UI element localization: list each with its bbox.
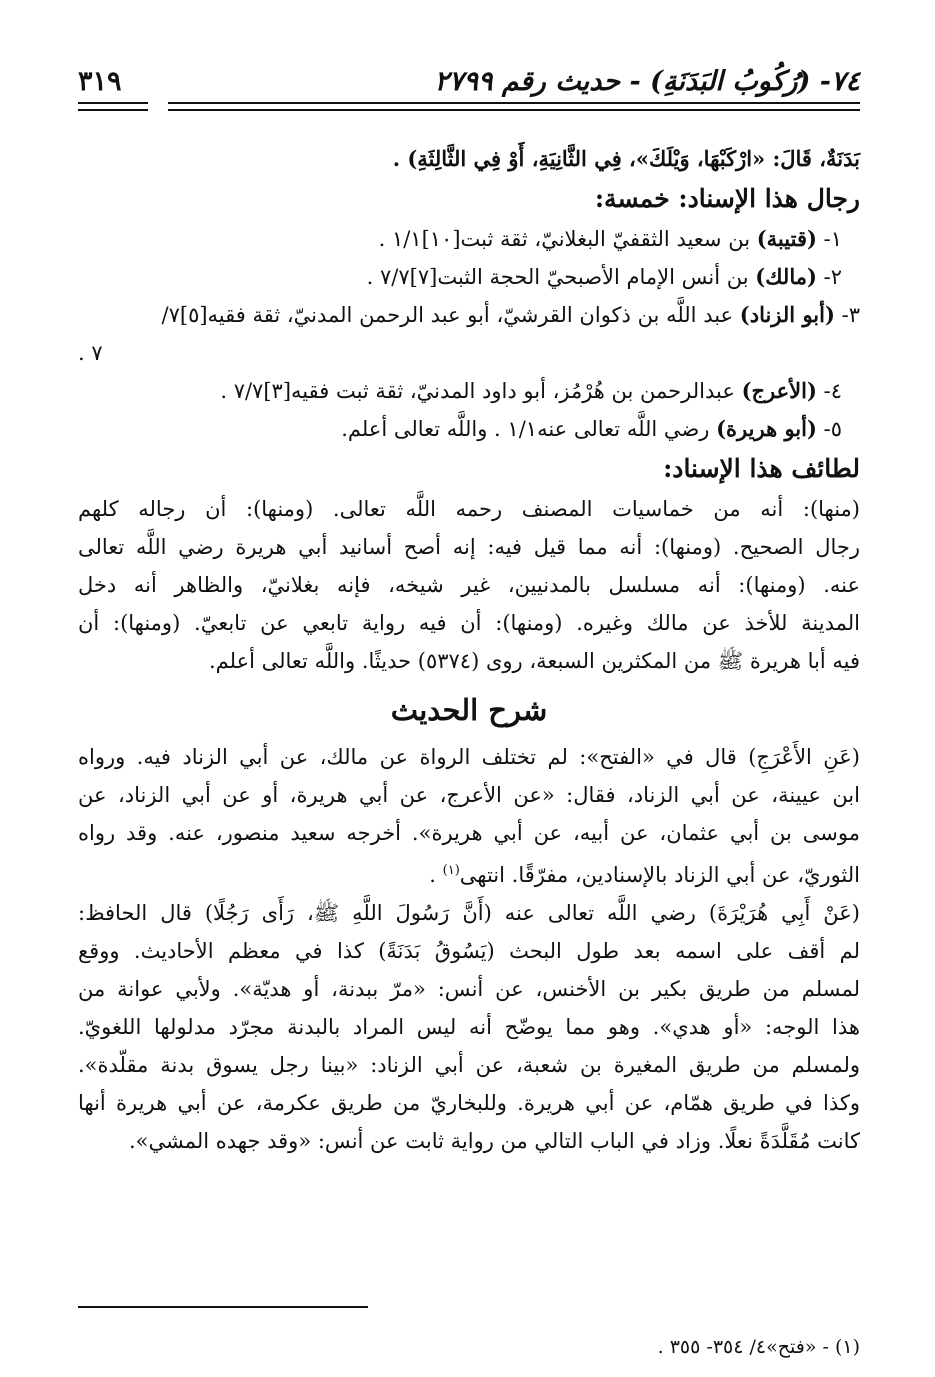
- lataif-paragraph: [78, 490, 860, 680]
- text-line: عنه. (ومنها): أنه مسلسل بالمدنيين، غير شيخه، فإنه بغلانيّ، والظاهر أنه دخل: [78, 573, 860, 597]
- text-line: لم أقف على اسمه بعد طول البحث (يَسُوقُ بَدَنَةً) كذا في معظم الأحاديث. ووقع: [78, 939, 860, 963]
- narrator-item-continued: ٧ .: [78, 341, 103, 365]
- footnote-divider: [78, 1306, 368, 1308]
- page-number: ٣١٩: [78, 66, 122, 97]
- page-body: [78, 140, 860, 1160]
- narrators-heading: رجال هذا الإسناد: خمسة:: [594, 184, 860, 213]
- text-line: رجال الصحيح. (ومنها): أنه مما قيل فيه: إنه أصح أسانيد أبي هريرة رضي اللَّه تعالى: [78, 535, 860, 559]
- narrator-item: ٢- (مالك) بن أنس الإمام الأصبحيّ الحجة الثبت[٧]٧/٧ .: [366, 264, 842, 289]
- header-rule: [168, 102, 860, 111]
- text-line: كانت مُقَلَّدَةً نعلًا. وزاد في الباب التالي من رواية ثابت عن أنس: «وقد جهده المشي».: [128, 1129, 860, 1153]
- text-line: وكذا في طريق همّام، عن أبي هريرة. وللبخاريّ من طريق عكرمة، عن أبي هريرة أنها: [78, 1091, 860, 1115]
- text-line: هذا الوجه: «أو هدي». وهو مما يوضّح أنه ليس المراد بالبدنة مجرّد مدلولها اللغويّ.: [78, 1015, 860, 1039]
- text-line: فيه أبا هريرة ﷺ من المكثرين السبعة، روى (٥٣٧٤) حديثًا. واللَّه تعالى أعلم.: [208, 649, 860, 673]
- running-header: [78, 60, 860, 100]
- text-line: (منها): أنه من خماسيات المصنف رحمه اللَّه تعالى. (ومنها): أن رجاله كلهم: [78, 497, 860, 521]
- sharh-heading: شرح الحديث: [390, 693, 548, 727]
- footnote-marker[interactable]: (١): [442, 863, 460, 878]
- narrator-item: ١- (قتيبة) بن سعيد الثقفيّ البغلانيّ، ثقة ثبت[١٠]١/١ .: [378, 226, 842, 251]
- text-line: (عَنِ الأَعْرَجِ) قال في «الفتح»: لم تختلف الرواة عن مالك، عن أبي الزناد فيه. ورواه: [78, 745, 860, 769]
- text-line: لمسلم من طريق بكير بن الأخنس، عن أنس: «مرّ ببدنة، أو هديّة». ولأبي عوانة من: [78, 977, 860, 1001]
- hadith-text: بَدَنَةٌ، قَالَ: «ارْكَبْهَا، وَيْلَكَ»، فِي الثَّانِيَةِ، أَوْ فِي الثَّالِثَةِ) .: [392, 146, 860, 171]
- narrators-list: [78, 220, 860, 448]
- sharh-paragraph: [78, 738, 860, 1160]
- text-line: الثوريّ، عن أبي الزناد بالإسنادين، مفرّقًا. انتهى$^{(١)}$ .: [429, 863, 860, 887]
- header-rule-short: [78, 102, 148, 111]
- text-line: موسى بن أبي عثمان، عن أبيه، عن أبي هريرة». أخرجه سعيد منصور، عنه. وقد رواه: [78, 821, 860, 845]
- narrator-item: ٣- (أبو الزناد) عبد اللَّه بن ذكوان القرشيّ، أبو عبد الرحمن المدنيّ، ثقة فقيه[٥]٧/: [161, 302, 860, 327]
- text-line: المدينة للأخذ عن مالك وغيره. (ومنها): أن فيه رواية تابعي عن تابعيّ. (ومنها): أن: [78, 611, 860, 635]
- text-line: ابن عيينة، عن أبي الزناد، فقال: «عن الأعرج، عن أبي هريرة، أو عن أبي الزناد، عن: [78, 783, 860, 807]
- narrator-item: ٤- (الأعرج) عبدالرحمن بن هُرْمُز، أبو داود المدنيّ، ثقة ثبت فقيه[٣]٧/٧ .: [220, 378, 842, 403]
- book-page: [78, 60, 860, 1358]
- text-line: ولمسلم من طريق المغيرة بن شعبة، عن أبي الزناد: «بينا رجل يسوق بدنة مقلّدة».: [78, 1053, 860, 1077]
- chapter-title: ٧٤- (رُكُوبُ البَدَنَةِ) - حديث رقم ٢٧٩٩: [434, 66, 860, 97]
- narrator-item: ٥- (أبو هريرة) رضي اللَّه تعالى عنه١/١ . واللَّه تعالى أعلم.: [341, 416, 842, 441]
- footnote: (١) - «فتح»٤/ ٣٥٤- ٣٥٥ .: [657, 1336, 860, 1358]
- text-line: (عَنْ أَبِي هُرَيْرَةَ) رضي اللَّه تعالى عنه (أَنَّ رَسُولَ اللَّهِ ﷺ، رَأَى رَجُلًا) قال الحافظ:: [78, 901, 860, 925]
- lataif-heading: لطائف هذا الإسناد:: [663, 454, 860, 483]
